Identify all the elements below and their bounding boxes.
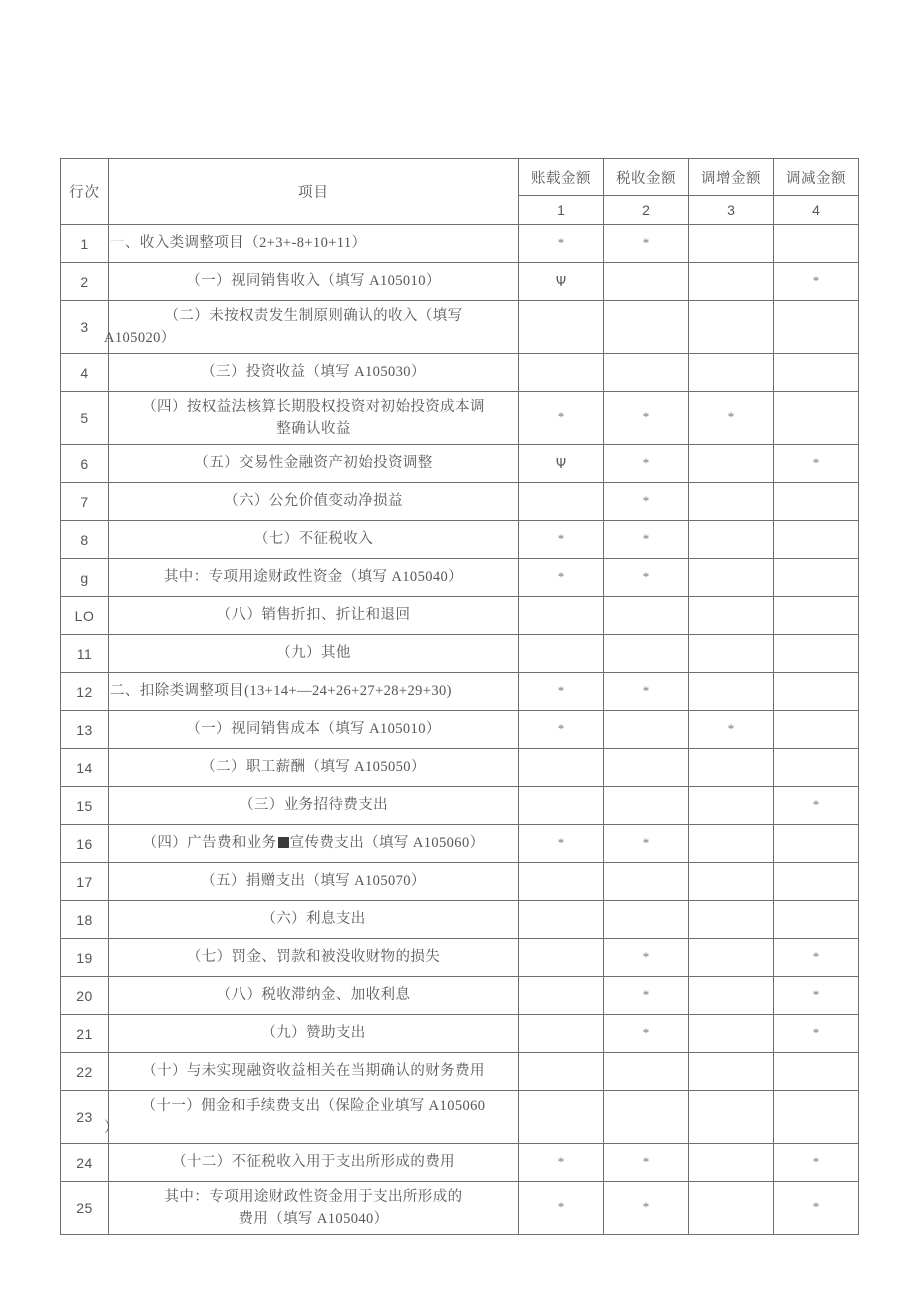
amount-cell-col-2[interactable] [604,354,689,392]
amount-cell-col-2[interactable] [604,483,689,521]
asterisk-mark: * [642,409,650,424]
row-number-cell: 5 [61,392,109,445]
amount-cell-col-3[interactable] [689,711,774,749]
amount-cell-col-4[interactable] [774,1091,859,1144]
row-number-cell: 7 [61,483,109,521]
amount-cell-col-1[interactable] [519,1144,604,1182]
amount-cell-col-1[interactable] [519,1182,604,1235]
amount-cell-col-3[interactable] [689,673,774,711]
asterisk-mark: * [642,530,650,546]
amount-cell-col-2[interactable] [604,863,689,901]
item-label-cell: 其中：专项用途财政性资金用于支出所形成的 费用（填写 A105040） [109,1182,519,1235]
amount-cell-col-1[interactable] [519,787,604,825]
table-row [61,597,859,635]
amount-cell-col-4[interactable] [774,939,859,977]
asterisk-mark: * [642,568,650,584]
amount-cell-col-4[interactable] [774,483,859,521]
amount-cell-col-3[interactable] [689,354,774,392]
amount-cell-col-4[interactable] [774,711,859,749]
item-label-cell: （三）投资收益（填写 A105030） [109,354,519,392]
psi-mark: Ψ [555,274,567,290]
row-number-cell: 16 [61,825,109,863]
header-row-labels [61,159,859,196]
asterisk-mark: * [557,1199,565,1214]
header-col-2-label: 税收金额 [604,159,689,196]
amount-cell-col-3[interactable] [689,901,774,939]
unrenderable-block-glyph [278,837,289,848]
amount-cell-col-1[interactable] [519,901,604,939]
table-row [61,749,859,787]
table-row [61,673,859,711]
row-number-cell: 17 [61,863,109,901]
amount-cell-col-2[interactable] [604,635,689,673]
table-row [61,863,859,901]
amount-cell-col-2[interactable] [604,1182,689,1235]
amount-cell-col-3[interactable] [689,483,774,521]
table-row [61,901,859,939]
asterisk-mark: * [557,530,565,546]
amount-cell-col-3[interactable] [689,1091,774,1144]
asterisk-mark: * [642,454,650,470]
row-number-cell: 25 [61,1182,109,1235]
row-number-cell: 15 [61,787,109,825]
amount-cell-col-2[interactable] [604,559,689,597]
amount-cell-col-1[interactable] [519,977,604,1015]
amount-cell-col-2[interactable] [604,1144,689,1182]
table-row [61,1053,859,1091]
item-label-cell: （九）其他 [109,635,519,673]
amount-cell-col-2[interactable] [604,301,689,354]
amount-cell-col-3[interactable] [689,939,774,977]
psi-mark: Ψ [555,456,567,472]
amount-cell-col-4[interactable] [774,977,859,1015]
item-label-cell: 二、扣除类调整项目(13+14+—24+26+27+28+29+30) [109,673,519,711]
table-row [61,825,859,863]
amount-cell-col-1[interactable] [519,635,604,673]
asterisk-mark: * [812,796,820,812]
table-row [61,354,859,392]
amount-cell-col-2[interactable] [604,597,689,635]
amount-cell-col-4[interactable] [774,597,859,635]
row-number-cell: 12 [61,673,109,711]
item-label-continuation: 整确认收益 [276,421,351,437]
amount-cell-col-4[interactable] [774,787,859,825]
header-col-4-label: 调减金额 [774,159,859,196]
asterisk-mark: * [642,682,650,698]
amount-cell-col-2[interactable] [604,711,689,749]
amount-cell-col-1[interactable] [519,483,604,521]
amount-cell-col-2[interactable] [604,1091,689,1144]
asterisk-mark: * [642,948,650,964]
item-label-continuation: ） [104,1120,119,1136]
item-label-cell: （七）罚金、罚款和被没收财物的损失 [109,939,519,977]
row-number-cell: LO [61,597,109,635]
item-label-cell: （十二）不征税收入用于支出所形成的费用 [109,1144,519,1182]
amount-cell-col-4[interactable] [774,1182,859,1235]
amount-cell-col-2[interactable] [604,225,689,263]
amount-cell-col-3[interactable] [689,301,774,354]
table-row [61,1144,859,1182]
asterisk-mark: * [812,272,820,288]
table-row [61,635,859,673]
tax-adjustment-table-container [60,158,858,1235]
item-label-cell: （七）不征税收入 [109,521,519,559]
header-col-1-number: 1 [519,196,604,225]
amount-cell-col-2[interactable] [604,787,689,825]
table-header [61,159,859,225]
table-row [61,521,859,559]
asterisk-mark: * [642,834,650,850]
amount-cell-col-2[interactable] [604,977,689,1015]
amount-cell-col-3[interactable] [689,559,774,597]
amount-cell-col-1[interactable] [519,711,604,749]
row-number-cell: 19 [61,939,109,977]
table-body [61,225,859,1235]
asterisk-mark: * [642,1024,650,1040]
table-row [61,559,859,597]
amount-cell-col-1[interactable] [519,559,604,597]
row-number-cell: 3 [61,301,109,354]
item-label-cell: （九）赞助支出 [109,1015,519,1053]
amount-cell-col-2[interactable] [604,673,689,711]
header-col-4-number: 4 [774,196,859,225]
asterisk-mark: * [557,682,565,698]
asterisk-mark: * [727,720,735,736]
table-row [61,263,859,301]
amount-cell-col-1[interactable] [519,392,604,445]
item-label-cell: （一）视同销售成本（填写 A105010） [109,711,519,749]
amount-cell-col-1[interactable] [519,597,604,635]
amount-cell-col-1[interactable] [519,939,604,977]
amount-cell-col-4[interactable] [774,1015,859,1053]
row-number-cell: 18 [61,901,109,939]
item-label-cell: （二）职工薪酬（填写 A105050） [109,749,519,787]
tax-adjustment-table [60,158,859,1235]
amount-cell-col-4[interactable] [774,521,859,559]
amount-cell-col-4[interactable] [774,863,859,901]
header-col-1-label: 账载金额 [519,159,604,196]
asterisk-mark: * [642,1199,650,1214]
item-label-cell: （六）公允价值变动净损益 [109,483,519,521]
table-row [61,711,859,749]
asterisk-mark: * [812,454,820,470]
amount-cell-col-2[interactable] [604,521,689,559]
row-number-cell: 2 [61,263,109,301]
amount-cell-col-1[interactable] [519,1091,604,1144]
table-row [61,939,859,977]
asterisk-mark: * [557,234,565,250]
item-label-cell: （四）广告费和业务 宣传费支出（填写 A105060） [109,825,519,863]
amount-cell-col-4[interactable] [774,301,859,354]
amount-cell-col-4[interactable] [774,445,859,483]
item-label-cell: （八）销售折扣、折让和退回 [109,597,519,635]
item-label-cell: 其中：专项用途财政性资金（填写 A105040） [109,559,519,597]
asterisk-mark: * [812,986,820,1002]
item-label-cell: 一、收入类调整项目（2+3+-8+10+11） [109,225,519,263]
amount-cell-col-2[interactable] [604,392,689,445]
amount-cell-col-1[interactable] [519,1053,604,1091]
item-label-cell: （三）业务招待费支出 [109,787,519,825]
item-label-continuation: A105020） [104,330,176,346]
amount-cell-col-4[interactable] [774,354,859,392]
header-col-3-label: 调增金额 [689,159,774,196]
row-number-cell: 22 [61,1053,109,1091]
amount-cell-col-3[interactable] [689,1144,774,1182]
amount-cell-col-3[interactable] [689,597,774,635]
amount-cell-col-3[interactable] [689,521,774,559]
asterisk-mark: * [557,568,565,584]
table-row [61,977,859,1015]
table-row [61,445,859,483]
item-label-cell: （十一）佣金和手续费支出（保险企业填写 A105060 ） [109,1091,519,1144]
table-row [61,483,859,521]
asterisk-mark: * [812,1153,820,1169]
amount-cell-col-3[interactable] [689,263,774,301]
header-row-number: 行次 [61,159,109,225]
amount-cell-col-3[interactable] [689,1015,774,1053]
amount-cell-col-4[interactable] [774,825,859,863]
amount-cell-col-4[interactable] [774,1053,859,1091]
amount-cell-col-2[interactable] [604,445,689,483]
amount-cell-col-4[interactable] [774,1144,859,1182]
item-label-cell: （四）按权益法核算长期股权投资对初始投资成本调 整确认收益 [109,392,519,445]
table-row [61,301,859,354]
asterisk-mark: * [812,948,820,964]
amount-cell-col-1[interactable] [519,225,604,263]
asterisk-mark: * [642,234,650,250]
row-number-cell: 24 [61,1144,109,1182]
asterisk-mark: * [557,720,565,736]
amount-cell-col-2[interactable] [604,263,689,301]
amount-cell-col-3[interactable] [689,225,774,263]
item-label-cell: （二）未按权责发生制原则确认的收入（填写 A105020） [109,301,519,354]
amount-cell-col-4[interactable] [774,673,859,711]
row-number-cell: 8 [61,521,109,559]
faint-prefix-glyph: 一 [110,235,125,252]
table-row [61,225,859,263]
amount-cell-col-4[interactable] [774,749,859,787]
amount-cell-col-1[interactable] [519,825,604,863]
asterisk-mark: * [642,1153,650,1169]
item-label-cell: （八）税收滞纳金、加收利息 [109,977,519,1015]
amount-cell-col-4[interactable] [774,263,859,301]
row-number-cell: 14 [61,749,109,787]
row-number-cell: g [61,559,109,597]
amount-cell-col-1[interactable] [519,445,604,483]
amount-cell-col-3[interactable] [689,635,774,673]
amount-cell-col-3[interactable] [689,392,774,445]
amount-cell-col-1[interactable] [519,749,604,787]
row-number-cell: 6 [61,445,109,483]
amount-cell-col-1[interactable] [519,263,604,301]
amount-cell-col-4[interactable] [774,635,859,673]
row-number-cell: 20 [61,977,109,1015]
amount-cell-col-3[interactable] [689,445,774,483]
table-row [61,787,859,825]
amount-cell-col-2[interactable] [604,749,689,787]
amount-cell-col-4[interactable] [774,392,859,445]
item-label-cell: （五）捐赠支出（填写 A105070） [109,863,519,901]
amount-cell-col-3[interactable] [689,787,774,825]
asterisk-mark: * [812,1199,820,1214]
row-number-cell: 23 [61,1091,109,1144]
amount-cell-col-1[interactable] [519,863,604,901]
item-label-continuation: 费用（填写 A105040） [238,1211,389,1227]
table-row [61,1015,859,1053]
amount-cell-col-3[interactable] [689,1053,774,1091]
table-row [61,1182,859,1235]
item-label-cell: （十）与未实现融资收益相关在当期确认的财务费用 [109,1053,519,1091]
asterisk-mark: * [642,986,650,1002]
asterisk-mark: * [727,409,735,424]
header-item: 项目 [109,159,519,225]
table-row [61,392,859,445]
amount-cell-col-2[interactable] [604,939,689,977]
asterisk-mark: * [557,1153,565,1169]
amount-cell-col-1[interactable] [519,521,604,559]
amount-cell-col-3[interactable] [689,749,774,787]
amount-cell-col-3[interactable] [689,825,774,863]
amount-cell-col-1[interactable] [519,1015,604,1053]
asterisk-mark: * [557,409,565,424]
header-col-3-number: 3 [689,196,774,225]
amount-cell-col-3[interactable] [689,863,774,901]
header-col-2-number: 2 [604,196,689,225]
amount-cell-col-4[interactable] [774,559,859,597]
amount-cell-col-4[interactable] [774,225,859,263]
asterisk-mark: * [557,834,565,850]
row-number-cell: 21 [61,1015,109,1053]
item-label-cell: （五）交易性金融资产初始投资调整 [109,445,519,483]
amount-cell-col-1[interactable] [519,301,604,354]
amount-cell-col-2[interactable] [604,901,689,939]
asterisk-mark: * [812,1024,820,1040]
amount-cell-col-2[interactable] [604,825,689,863]
amount-cell-col-1[interactable] [519,673,604,711]
amount-cell-col-3[interactable] [689,977,774,1015]
row-number-cell: 11 [61,635,109,673]
item-label-cell: （六）利息支出 [109,901,519,939]
row-number-cell: 1 [61,225,109,263]
amount-cell-col-4[interactable] [774,901,859,939]
asterisk-mark: * [642,492,650,508]
table-row [61,1091,859,1144]
amount-cell-col-2[interactable] [604,1015,689,1053]
row-number-cell: 13 [61,711,109,749]
amount-cell-col-3[interactable] [689,1182,774,1235]
item-label-cell: （一）视同销售收入（填写 A105010） [109,263,519,301]
amount-cell-col-1[interactable] [519,354,604,392]
row-number-cell: 4 [61,354,109,392]
amount-cell-col-2[interactable] [604,1053,689,1091]
